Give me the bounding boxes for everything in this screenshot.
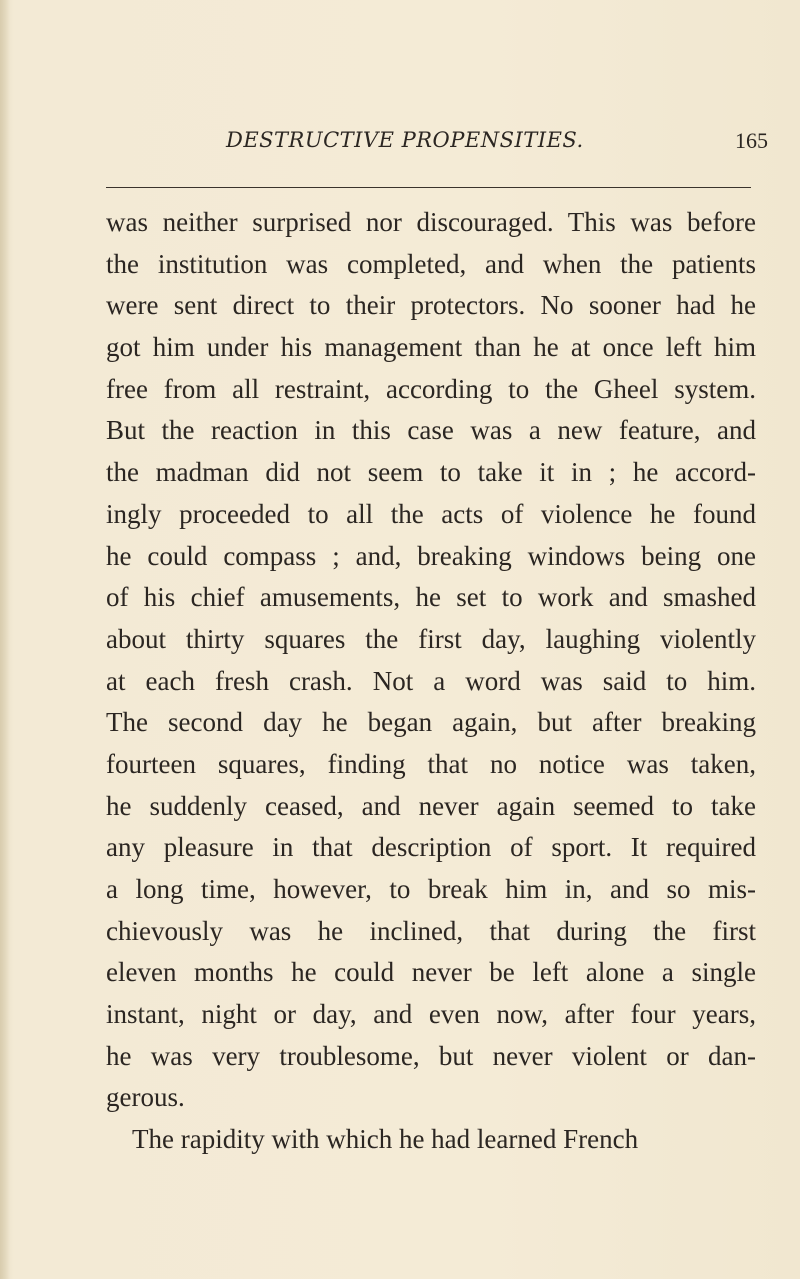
- text-line: any pleasure in that description of sport. It required: [106, 832, 756, 863]
- text-line: ingly proceeded to all the acts of violence he found: [106, 498, 756, 529]
- text-line: at each fresh crash. Not a word was said to him.: [106, 665, 756, 696]
- text-line: chievously was he inclined, that during the first: [106, 915, 756, 946]
- running-title: DESTRUCTIVE PROPENSITIES.: [226, 128, 584, 152]
- text-line: were sent direct to their protectors. No sooner had he: [106, 290, 756, 321]
- text-line: got him under his management than he at once left him: [106, 332, 756, 363]
- text-line: he could compass ; and, breaking windows being one: [106, 540, 756, 571]
- text-line: fourteen squares, finding that no notice was taken,: [106, 748, 756, 779]
- text-line: instant, night or day, and even now, after four years,: [106, 999, 756, 1030]
- header-rule: [106, 187, 751, 188]
- text-line: The rapidity with which he had learned French: [132, 1124, 639, 1155]
- text-line: free from all restraint, according to the Gheel system.: [106, 373, 756, 404]
- text-line: But the reaction in this case was a new feature, and: [106, 415, 756, 446]
- body-text: [106, 202, 756, 1161]
- text-line: The second day he began again, but after breaking: [106, 707, 756, 738]
- page-gutter-shadow: [0, 0, 10, 1279]
- text-line: about thirty squares the first day, laughing violently: [106, 623, 756, 654]
- text-line: the madman did not seem to take it in ; he accord-: [106, 457, 756, 488]
- page-number: 165: [735, 128, 768, 153]
- text-line: he suddenly ceased, and never again seemed to take: [106, 790, 756, 821]
- text-line: was neither surprised nor discouraged. This was before: [106, 207, 756, 237]
- text-line: gerous.: [106, 1082, 185, 1113]
- text-line: a long time, however, to break him in, and so mis-: [106, 874, 756, 904]
- text-line: of his chief amusements, he set to work and smashed: [106, 582, 756, 613]
- text-line: the institution was completed, and when the patients: [106, 248, 756, 279]
- text-line: eleven months he could never be left alone a single: [106, 957, 756, 988]
- text-line: he was very troublesome, but never violent or dan-: [106, 1040, 756, 1071]
